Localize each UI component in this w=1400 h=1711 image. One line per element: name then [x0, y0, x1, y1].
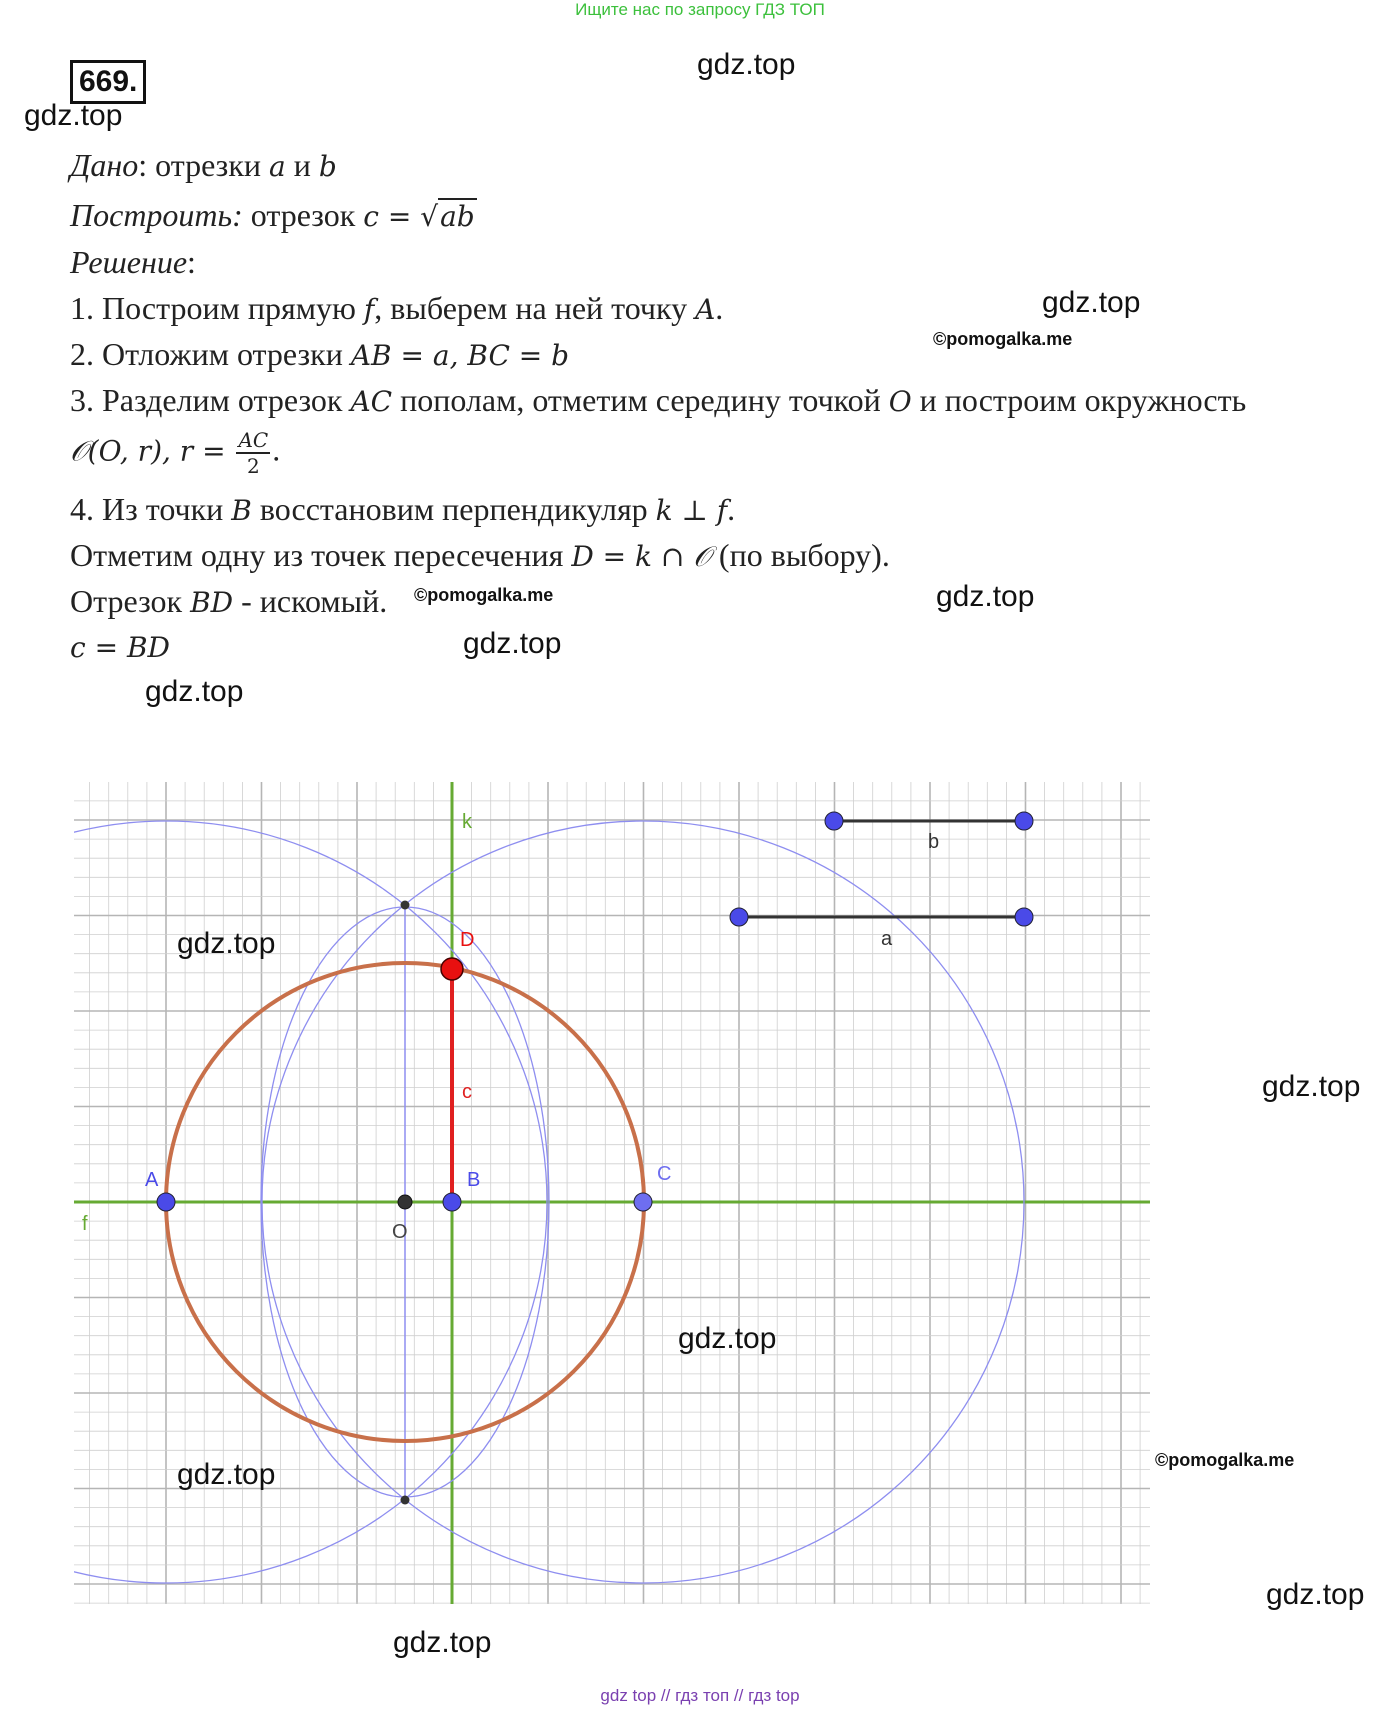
step-text: пополам, отметим середину точкой [392, 382, 889, 418]
given-text: : отрезки [138, 147, 269, 183]
label-A: A [145, 1169, 159, 1191]
footer-links: gdz top // гдз топ // гдз top [600, 1686, 800, 1705]
watermark-gdz: gdz.top [393, 1626, 492, 1659]
sqrt-expression: √ab [420, 200, 475, 233]
given-b: b [318, 150, 337, 183]
watermark-gdz: gdz.top [936, 580, 1035, 613]
watermark-pomogalka: ©pomogalka.me [414, 585, 554, 605]
search-banner: Ищите нас по запросу ГДЗ ТОП [575, 0, 825, 19]
watermark-gdz: gdz.top [1266, 1578, 1365, 1611]
watermark-gdz: gdz.top [697, 48, 796, 81]
step-text: 3. Разделим отрезок [70, 382, 351, 418]
step-text: 1. Построим прямую [70, 290, 364, 326]
watermark-gdz: gdz.top [24, 99, 123, 132]
point-A [157, 1193, 175, 1211]
problem-number: 669. [70, 60, 146, 104]
point-D [441, 958, 463, 980]
label-B: B [467, 1169, 481, 1191]
solution-label: Решение [70, 244, 188, 280]
build-c: c [363, 200, 379, 233]
step-text: . [272, 431, 281, 468]
label-O: O [392, 1221, 408, 1243]
step-text: Отрезок [70, 583, 191, 619]
intersection-bottom [401, 1496, 410, 1505]
watermark-gdz: gdz.top [1262, 1070, 1361, 1103]
math-O: O [888, 385, 912, 418]
given-and: и [285, 147, 319, 183]
label-D: D [460, 929, 475, 951]
step-text: 4. Из точки [70, 491, 232, 527]
point-a-end [1015, 908, 1033, 926]
fraction-numerator: AC [238, 428, 269, 452]
watermark-gdz: gdz.top [463, 627, 562, 660]
label-b: b [928, 831, 940, 853]
point-a-start [730, 908, 748, 926]
watermark-pomogalka: ©pomogalka.me [1155, 1450, 1295, 1470]
solution-colon: : [187, 244, 196, 280]
watermark-gdz: gdz.top [177, 927, 276, 960]
point-C [634, 1193, 652, 1211]
step-text: - искомый. [233, 583, 388, 619]
step-text: (по выбору). [710, 537, 890, 573]
point-b-start [825, 812, 843, 830]
step-text: восстановим перпендикуляр [251, 491, 656, 527]
step-text: , выберем на ней точку [374, 290, 696, 326]
build-eq: = [378, 200, 421, 233]
math-result: c = BD [70, 631, 170, 664]
step-text: и построим окружность [911, 382, 1247, 418]
step-text: Отметим одну из точек пересечения [70, 537, 572, 573]
sqrt-radicand: ab [440, 200, 475, 233]
step-text: 2. Отложим отрезки [70, 336, 351, 372]
math-intersection: D = k ∩ 𝒪 [571, 540, 711, 573]
watermark-gdz: gdz.top [1042, 286, 1141, 319]
step-text: . [715, 290, 724, 326]
build-text: отрезок [242, 197, 364, 233]
label-c: c [462, 1081, 472, 1103]
step-text: . [727, 491, 736, 527]
given-label: Дано [70, 147, 139, 183]
build-label: Построить: [70, 197, 243, 233]
watermark-gdz: gdz.top [678, 1322, 777, 1355]
math-perpendicular: k ⊥ f [655, 494, 728, 527]
label-a: a [881, 928, 893, 950]
math-segments: AB = a, BC = b [350, 339, 570, 372]
watermark-gdz: gdz.top [145, 675, 244, 708]
label-f: f [82, 1213, 88, 1235]
math-B: B [231, 494, 252, 527]
math-A: A [695, 293, 716, 326]
math-circle: 𝒪(O, r), r = [70, 434, 235, 468]
label-k: k [462, 811, 472, 833]
watermark-gdz: gdz.top [177, 1458, 276, 1491]
watermark-pomogalka: ©pomogalka.me [933, 329, 1073, 349]
given-a: a [268, 150, 286, 183]
fraction-denominator: 2 [246, 454, 260, 478]
label-C: C [657, 1163, 672, 1185]
point-O [398, 1195, 412, 1209]
intersection-top [401, 901, 410, 910]
math-BD: BD [190, 586, 234, 619]
math-f: f [363, 293, 375, 326]
math-AC: AC [350, 385, 393, 418]
point-b-end [1015, 812, 1033, 830]
point-B [443, 1193, 461, 1211]
